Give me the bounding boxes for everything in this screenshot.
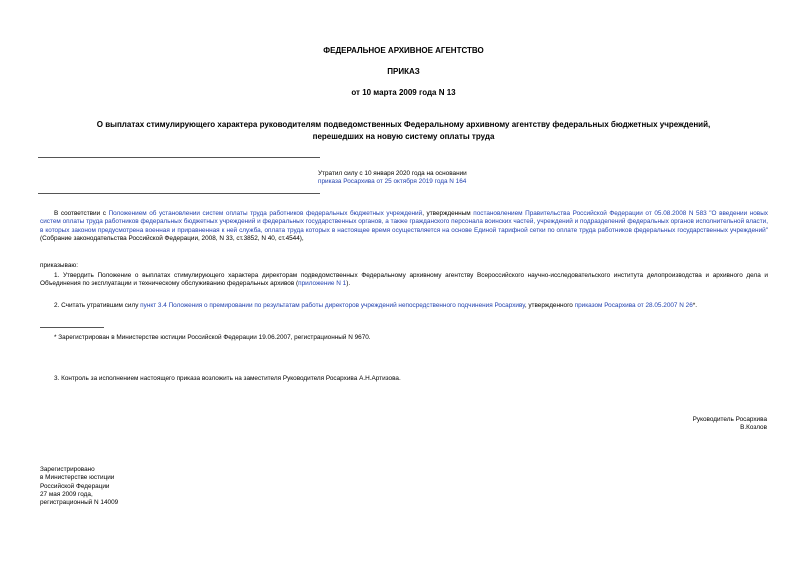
registration-line-3: Российской Федерации	[40, 482, 110, 490]
order-word: приказываю:	[40, 262, 78, 269]
status-link[interactable]: приказа Росархива от 25 октября 2019 года N 164	[318, 178, 467, 186]
preamble-paragraph	[40, 210, 768, 243]
preamble-text-2: , утвержденным	[422, 210, 474, 217]
registration-line-1: Зарегистрировано	[40, 466, 95, 473]
item-2-text-2: , утвержденного	[524, 302, 575, 309]
item-1-text: 1. Утвердить Положение о выплатах стимулирующего характера директорам подведомственных Федеральному архивному агентству Всероссийского научно-исследовательского института делопроизводства и архивного дела и Объединения по эксплуатации и техническому обслуживанию федеральных архивов (	[40, 272, 768, 288]
footnote-divider	[40, 327, 104, 328]
divider-status	[38, 193, 320, 194]
agency-name: ФЕДЕРАЛЬНОЕ АРХИВНОЕ АГЕНТСТВО	[323, 46, 484, 55]
preamble-link-regulation[interactable]: Положением об установлении систем оплаты труда работников федеральных бюджетных учреждений	[108, 210, 423, 217]
status-note	[318, 170, 618, 187]
preamble-link-resolution[interactable]: постановлением Правительства Российской Федерации от 05.08.2008 N 583 "О введении новых систем оплаты труда работников федеральных бюджетных учреждений и федеральных государственных органов, а также гражданского персонала воинских частей, учреждений и подразделений федеральных органов исполнительной власти, в которых законом предусмотрена военная и приравненная к ней служба, оплата труда которых в настоящее время осуществляется на основе Единой тарифной сетки по оплате труда работников федеральных государственных учреждений"	[40, 210, 768, 234]
registration-line-2: в Министерстве юстиции	[40, 474, 115, 482]
divider-top	[38, 157, 320, 158]
item-2-text-1: 2. Считать утратившим силу	[54, 302, 141, 309]
document-date-number: от 10 марта 2009 года N 13	[351, 88, 456, 97]
signature-position: Руководитель Росархива	[692, 416, 767, 423]
title-line-1: О выплатах стимулирующего характера руководителям подведомственных Федеральному архивному агентству федеральных бюджетных учреждений,	[96, 120, 711, 129]
item-1-end: ).	[346, 280, 351, 288]
status-line: Утратил силу с 10 января 2020 года на основании	[318, 170, 467, 177]
preamble-text-1: В соответствии с	[54, 210, 109, 217]
footnote: * Зарегистрирован в Министерстве юстиции Российской Федерации 19.06.2007, регистрационный N 9670.	[54, 334, 371, 341]
item-2-text-3: *.	[692, 302, 698, 309]
preamble-text-3: (Собрание законодательства Российской Федерации, 2008, N 33, ст.3852, N 40, ст.4544),	[40, 234, 304, 242]
registration-line-4: 27 мая 2009 года,	[40, 490, 93, 498]
item-2-link-order[interactable]: приказом Росархива от 28.05.2007 N 26	[574, 302, 693, 309]
signature-block	[693, 416, 767, 433]
item-2-paragraph	[40, 302, 768, 310]
document-title	[40, 119, 767, 142]
item-2-link-clause[interactable]: пункт 3.4 Положения о премировании по результатам работы директоров учреждений непосредственного подчинения Росархиву	[140, 302, 525, 309]
registration-line-5: регистрационный N 14009	[40, 499, 119, 507]
title-line-2: перешедших на новую систему оплаты труда	[312, 131, 495, 141]
registration-block	[40, 466, 118, 508]
item-1-link-appendix[interactable]: приложение N 1	[298, 280, 347, 288]
signature-name: В.Козлов	[740, 424, 767, 432]
item-3-paragraph: 3. Контроль за исполнением настоящего приказа возложить на заместителя Руководителя Росархива А.Н.Артизова.	[54, 375, 401, 382]
item-1-paragraph	[40, 272, 768, 289]
document-type: ПРИКАЗ	[387, 67, 420, 76]
